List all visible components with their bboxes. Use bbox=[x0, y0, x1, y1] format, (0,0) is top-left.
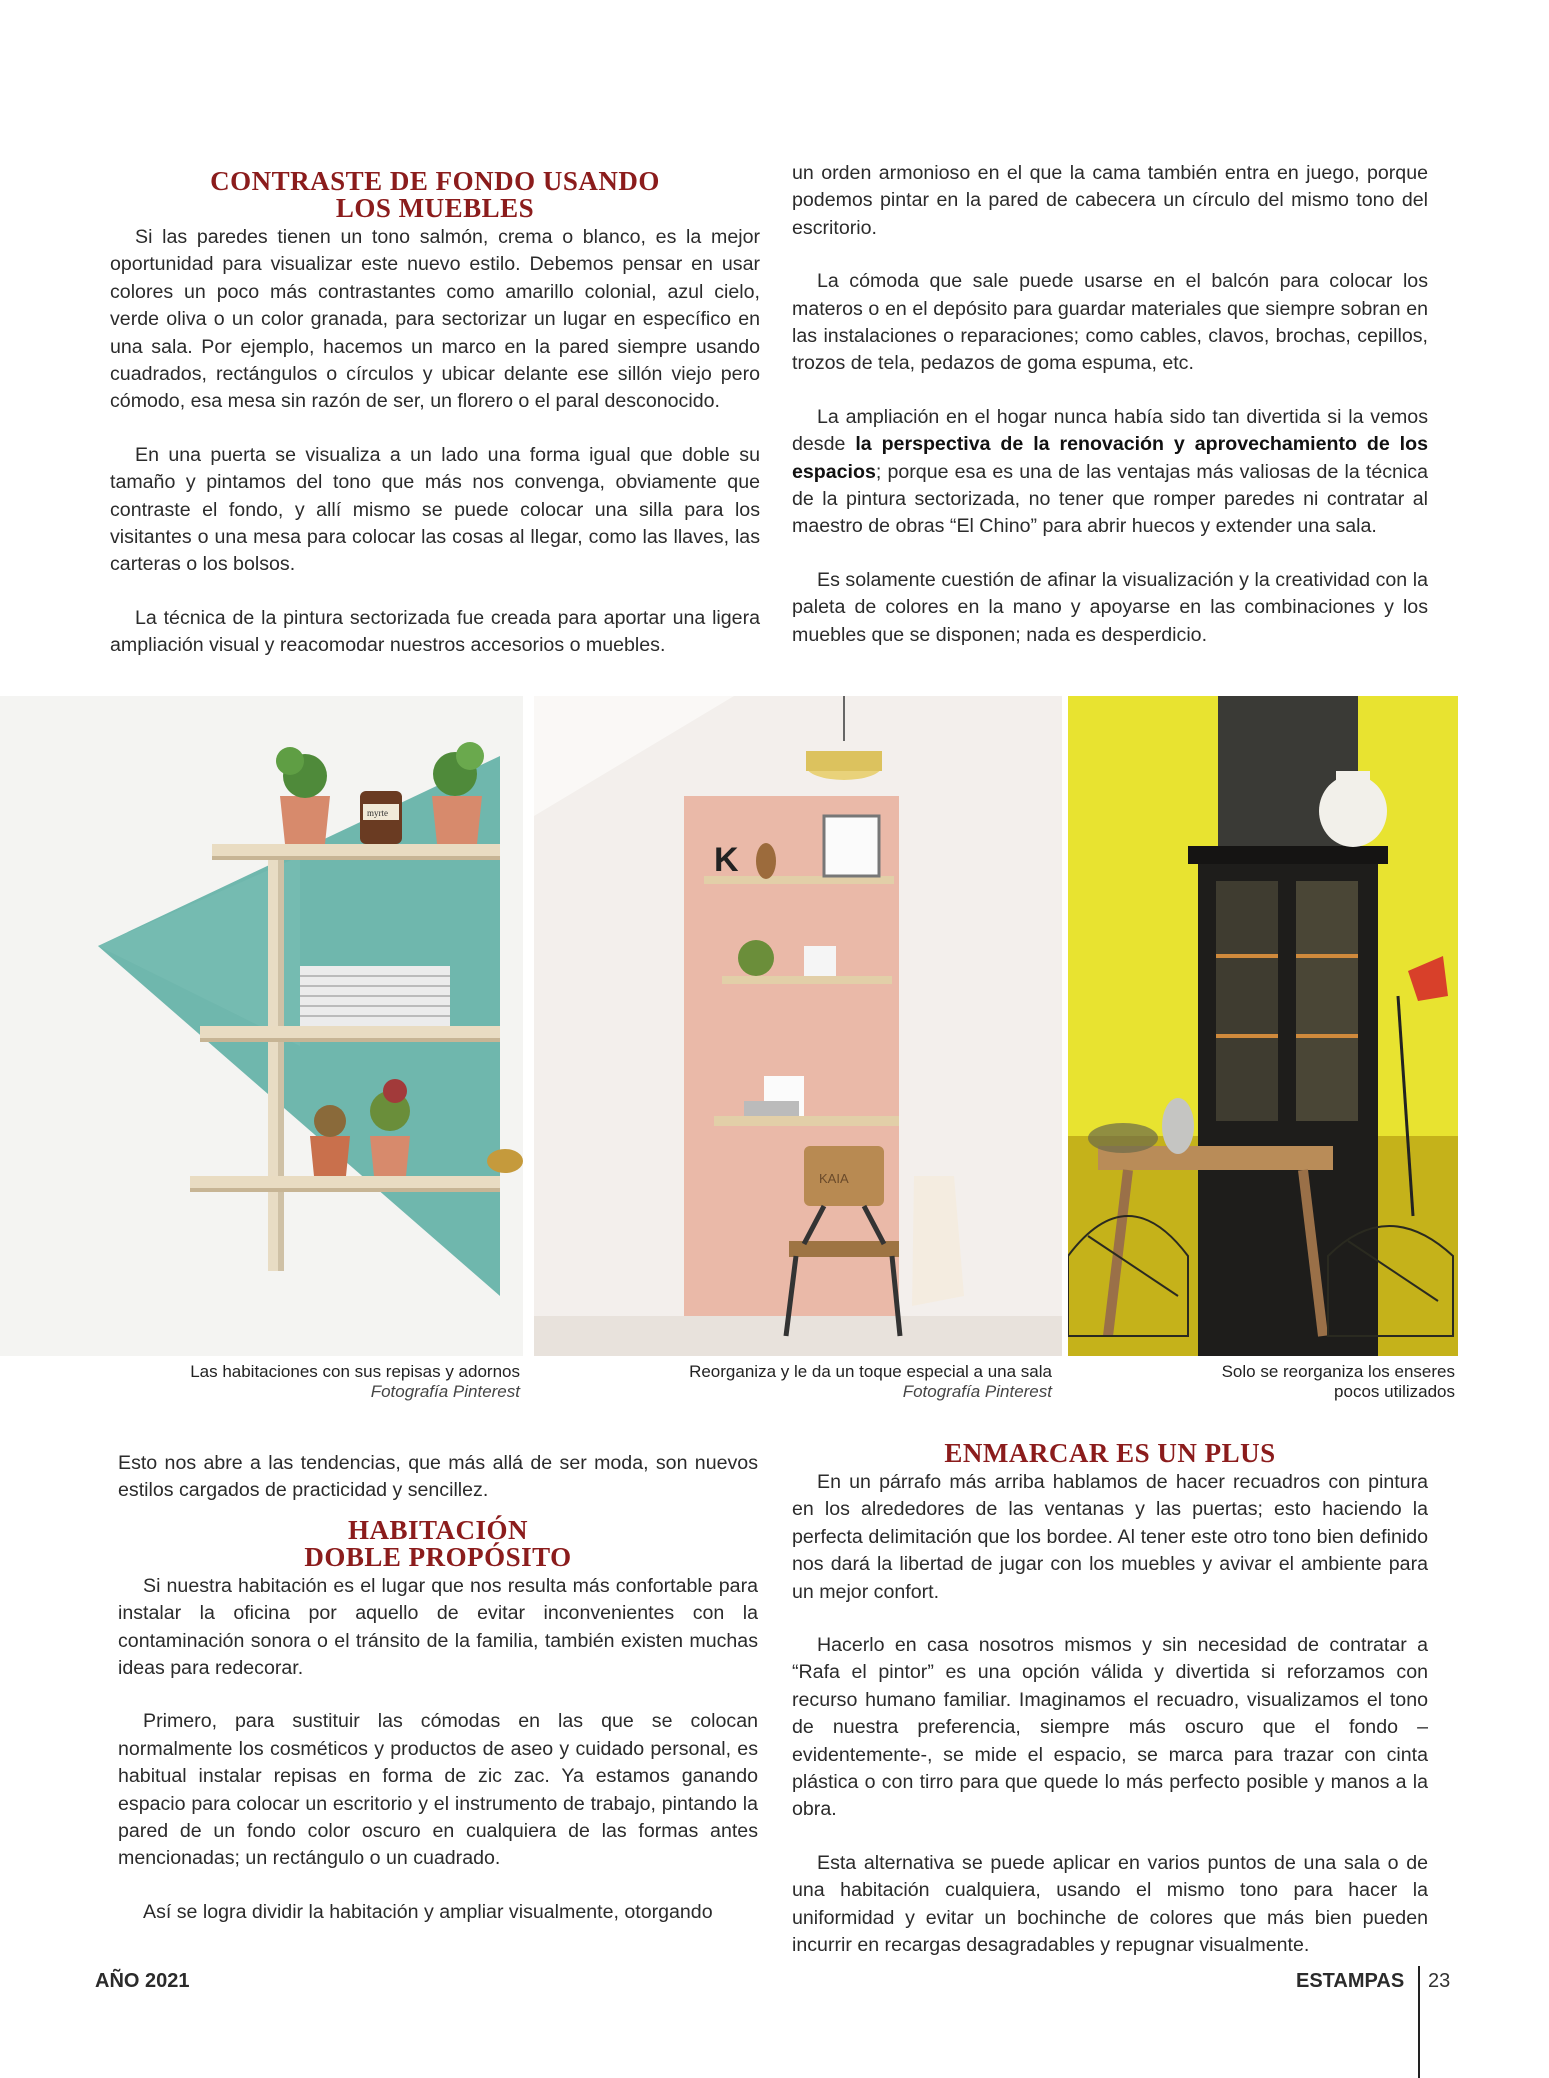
photo-shelves-teal bbox=[0, 696, 523, 1356]
svg-text:K: K bbox=[714, 841, 739, 879]
photo-pink-desk bbox=[534, 696, 1062, 1356]
shelves-illustration bbox=[0, 696, 523, 1356]
paragraph: La cómoda que sale puede usarse en el balcón para colocar los materos o en el depósito para guardar materiales que siempre sobran en las instalaciones o reparaciones; como cables, clavos, brochas, cepillos, trozos de tela, pedazos de goma espuma, etc. bbox=[792, 270, 1428, 375]
right-bottom-column bbox=[792, 1440, 1428, 1986]
svg-text:myrte: myrte bbox=[367, 808, 388, 818]
paragraph: Así se logra dividir la habitación y ampliar visualmente, otorgando bbox=[143, 1900, 713, 1923]
svg-text:KAIA: KAIA bbox=[819, 1171, 849, 1186]
bold-highlight: la perspectiva de la renovación y aprovechamiento de los espacios bbox=[792, 433, 1428, 483]
paragraph: Si nuestra habitación es el lugar que nos resulta más confortable para instalar la oficina por aquello de evitar inconvenientes con la contaminación sonora o el tránsito de la familia, también existen muchas ideas para redecorar. bbox=[118, 1574, 758, 1680]
paragraph: En una puerta se visualiza a un lado una forma igual que doble su tamaño y pintamos del tono que más nos convenga, obviamente que contraste el fondo, y allí mismo se puede colocar una silla para los visitantes o una mesa para colocar las cosas al llegar, como las llaves, las carteras o los bolsos. bbox=[110, 443, 760, 576]
right-top-column bbox=[792, 160, 1428, 675]
heading-enmarcar: ENMARCAR ES UN PLUS bbox=[944, 1438, 1276, 1468]
caption-photo-2: Reorganiza y le da un toque especial a una sala Fotografía Pinterest bbox=[689, 1362, 1052, 1401]
paragraph: La ampliación en el hogar nunca había sido tan divertida si la vemos desde la perspectiva de la renovación y aprovechamiento de los espacios; porque esa es una de las ventajas más valiosas de la técnica de la pintura sectorizada, no tener que romper paredes ni contratar al maestro de obras “El Chino” para abrir huecos y extender una sala. bbox=[792, 405, 1428, 538]
paragraph: En un párrafo más arriba hablamos de hacer recuadros con pintura en los alrededores de las ventanas y las puertas; esto haciendo la perfecta delimitación que los bordee. Al tener este otro tono bien definido nos dará la libertad de jugar con los muebles y avivar el ambiente para un mejor confort. bbox=[792, 1471, 1428, 1603]
caption-photo-3: Solo se reorganiza los enseres pocos utilizados bbox=[1221, 1362, 1455, 1401]
paragraph: Es solamente cuestión de afinar la visualización y la creatividad con la paleta de colores en la mano y apoyarse en las combinaciones y los muebles que se disponen; nada es desperdicio. bbox=[792, 568, 1428, 646]
paragraph: Hacerlo en casa nosotros mismos y sin necesidad de contratar a “Rafa el pintor” es una opción válida y divertida si reforzamos con recurso humano familiar. Imaginamos el recuadro, visualizamos el tono de nuestra preferencia, siempre más oscuro que el fondo –evidentemente-, se mide el espacio, se marca para trazar con cinta plástica o con tirro para que quede lo más perfecto posible y manos a la obra. bbox=[792, 1634, 1428, 1821]
paragraph: Esta alternativa se puede aplicar en varios puntos de una sala o de una habitación cualquiera, usando el mismo tono para hacer la uniformidad y evitar un bochinche de colores que más bien pueden incurrir en recargas desagradables y repugnar visualmente. bbox=[792, 1851, 1428, 1957]
footer-divider bbox=[1418, 1966, 1420, 2078]
page-number: 23 bbox=[1428, 1970, 1451, 1992]
footer-magazine: ESTAMPAS bbox=[1296, 1970, 1405, 1992]
photo-yellow-cabinet bbox=[1068, 696, 1458, 1356]
left-top-column bbox=[110, 168, 760, 686]
heading-contraste: CONTRASTE DE FONDO USANDO LOS MUEBLES bbox=[210, 166, 660, 223]
paragraph: un orden armonioso en el que la cama también entra en juego, porque podemos pintar en la pared de cabecera un círculo del mismo tono del escritorio. bbox=[792, 162, 1428, 239]
caption-photo-1: Las habitaciones con sus repisas y adornos Fotografía Pinterest bbox=[190, 1362, 520, 1401]
heading-habitacion: HABITACIÓN DOBLE PROPÓSITO bbox=[304, 1514, 572, 1572]
desk-illustration bbox=[534, 696, 1062, 1356]
paragraph: Esto nos abre a las tendencias, que más allá de ser moda, son nuevos estilos cargados de practicidad y sencillez. bbox=[118, 1452, 758, 1502]
left-bottom-column bbox=[118, 1450, 758, 1952]
cabinet-illustration bbox=[1068, 696, 1458, 1356]
paragraph: La técnica de la pintura sectorizada fue creada para aportar una ligera ampliación visual y reacomodar nuestros accesorios o muebles. bbox=[110, 606, 760, 657]
paragraph: Si las paredes tienen un tono salmón, crema o blanco, es la mejor oportunidad para visualizar este nuevo estilo. Debemos pensar en usar colores un poco más contrastantes como amarillo colonial, azul cielo, verde oliva o un color granada, para sectorizar un lugar en específico en una sala. Por ejemplo, hacemos un marco en la pared siempre usando cuadrados, rectángulos o círculos y ubicar delante ese sillón viejo pero cómodo, esa mesa sin razón de ser, un florero o el paral desconocido. bbox=[110, 226, 760, 413]
footer-year: AÑO 2021 bbox=[95, 1970, 190, 1992]
paragraph: Primero, para sustituir las cómodas en las que se colocan normalmente los cosméticos y productos de aseo y cuidado personal, es habitual instalar repisas en forma de zic zac. Ya estamos ganando espacio para colocar un escritorio y el instrumento de trabajo, pintando la pared de un fondo color oscuro en cualquiera de las formas antes mencionadas; un rectángulo o un cuadrado. bbox=[118, 1710, 758, 1870]
